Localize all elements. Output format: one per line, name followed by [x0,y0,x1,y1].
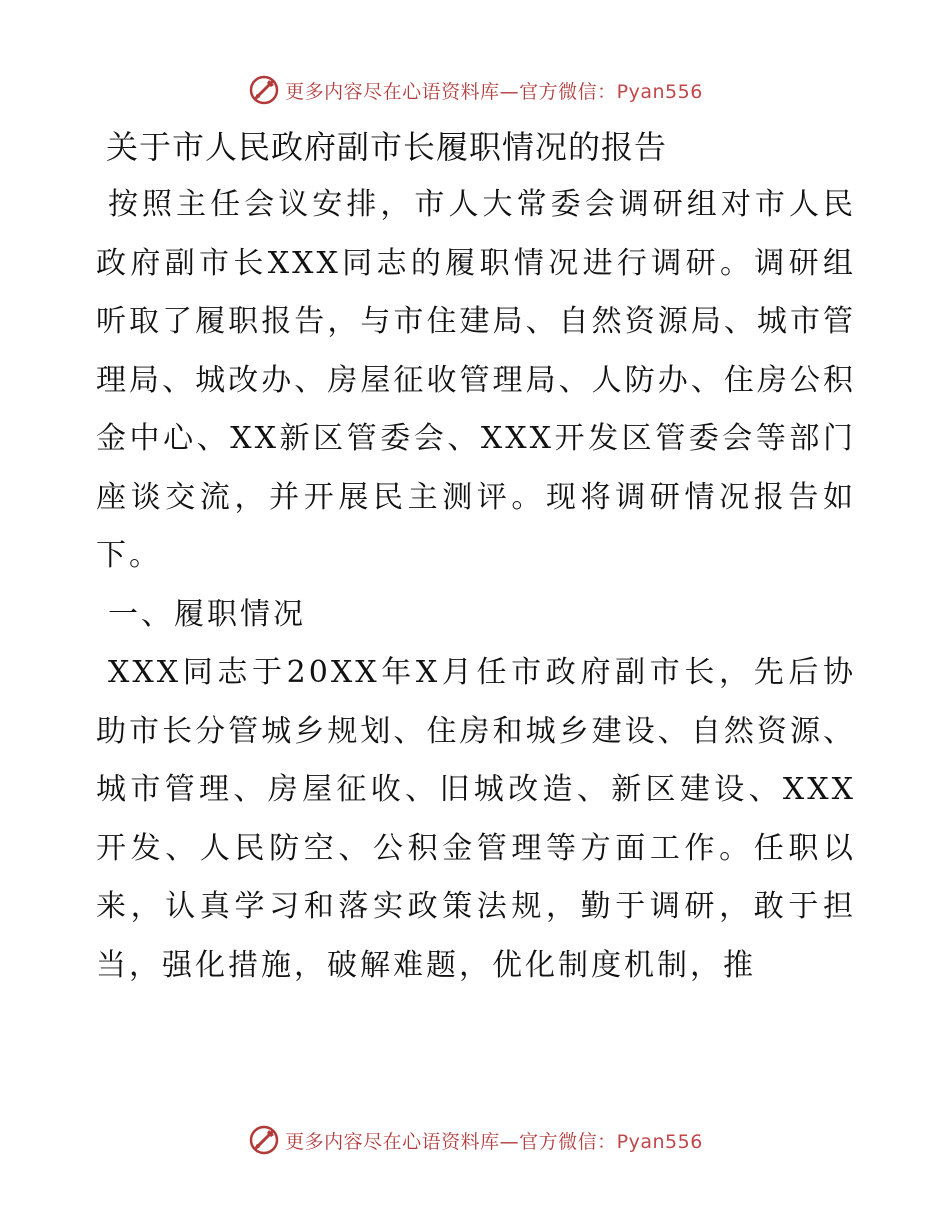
document-body [96,118,856,995]
document-title: 关于市人民政府副市长履职情况的报告 [106,128,668,166]
section-paragraph: XXX同志于20XX年X月任市政府副市长，先后协助市长分管城乡规划、住房和城乡建设、自然资源、城市管理、房屋征收、旧城改造、新区建设、XXX开发、人民防空、公积金管理等方面工作。任职以来，认真学习和落实政策法规，勤于调研，敢于担当，强化措施，破解难题，优化制度机制，推 [96,655,856,983]
watermark-banner-bottom [0,1120,950,1160]
watermark-text: 更多内容尽在心语资料库—官方微信：Pyan556 [285,1130,703,1153]
watermark-banner-top [0,70,950,110]
pen-seal-icon [247,73,281,107]
wechat-id: Pyan556 [616,80,703,103]
intro-paragraph: 按照主任会议安排，市人大常委会调研组对市人民政府副市长XXX同志的履职情况进行调研。调研组听取了履职报告，与市住建局、自然资源局、城市管理局、城改办、房屋征收管理局、人防办、住房公积金中心、XX新区管委会、XXX开发区管委会等部门座谈交流，并开展民主测评。现将调研情况报告如下。 [96,187,856,573]
watermark-text: 更多内容尽在心语资料库—官方微信：Pyan556 [285,80,703,103]
pen-seal-icon [247,1123,281,1157]
section-heading: 一、履职情况 [108,596,306,632]
wechat-id: Pyan556 [616,1130,703,1153]
